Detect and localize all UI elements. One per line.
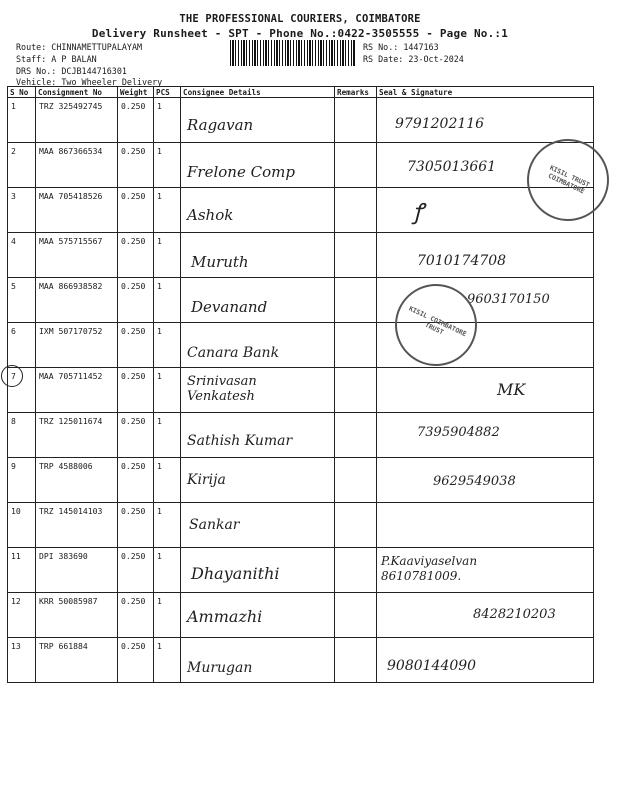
cell-weight: 0.250: [118, 98, 154, 143]
handwritten-consignee: Murugan: [187, 660, 253, 676]
cell-sno: 1: [8, 98, 36, 143]
cell-pcs: 1: [154, 143, 181, 188]
cell-remarks: [335, 458, 377, 503]
table-header-row: [8, 87, 594, 98]
route-label: Route: CHINNAMETTUPALAYAM: [16, 42, 143, 52]
company-title: THE PROFESSIONAL COURIERS, COIMBATORE: [179, 13, 421, 25]
cell-signature: [377, 458, 594, 503]
runsheet-subtitle: Delivery Runsheet - SPT - Phone No.:0422-3505555 - Page No.:1: [91, 27, 509, 40]
cell-consignee: [181, 368, 335, 413]
cell-consignment: MAA 867366534: [36, 143, 118, 188]
cell-consignment: IXM 507170752: [36, 323, 118, 368]
table-row: [8, 458, 594, 503]
handwritten-consignee: Devanand: [191, 298, 268, 316]
cell-signature: [377, 278, 594, 339]
table-row: [8, 413, 594, 458]
cell-sno: 3: [8, 188, 36, 233]
cell-sno: 2: [8, 143, 36, 188]
cell-consignment: MAA 575715567: [36, 233, 118, 278]
cell-weight: 0.250: [118, 548, 154, 593]
cell-weight: 0.250: [118, 593, 154, 638]
cell-consignment: MAA 866938582: [36, 278, 118, 323]
cell-pcs: 1: [154, 593, 181, 638]
table-row: [8, 638, 594, 683]
cell-pcs: 1: [154, 188, 181, 233]
cell-weight: 0.250: [118, 503, 154, 548]
header-consignee: Consignee Details: [181, 87, 335, 98]
cell-signature: [377, 98, 594, 143]
header-signature: Seal & Signature: [377, 87, 594, 98]
cell-remarks: [335, 143, 377, 188]
handwritten-signature: 7010174708: [417, 253, 507, 269]
cell-weight: 0.250: [118, 638, 154, 683]
handwritten-signature: 7305013661: [407, 159, 497, 175]
cell-signature: [377, 143, 594, 196]
trust-stamp: KISIL TRUST COIMBATORE: [514, 126, 623, 235]
cell-remarks: [335, 638, 377, 683]
header-consignment: Consignment No: [36, 87, 118, 98]
cell-weight: 0.250: [118, 143, 154, 188]
runsheet-table: [7, 86, 594, 683]
cell-remarks: [335, 233, 377, 278]
rs-date: RS Date: 23-Oct-2024: [363, 54, 464, 64]
cell-pcs: 1: [154, 503, 181, 548]
header-sno: S No: [8, 87, 36, 98]
cell-pcs: 1: [154, 458, 181, 503]
cell-weight: 0.250: [118, 323, 154, 368]
cell-pcs: 1: [154, 98, 181, 143]
table-row: [8, 188, 594, 233]
cell-signature: [377, 503, 594, 548]
cell-consignee: [181, 98, 335, 143]
header-remarks: Remarks: [335, 87, 377, 98]
handwritten-signature: P.Kaaviyaselvan 8610781009.: [381, 554, 478, 583]
cell-pcs: 1: [154, 233, 181, 278]
cell-signature: [377, 323, 594, 368]
cell-sno: 10: [8, 503, 36, 548]
cell-consignment: MAA 705418526: [36, 188, 118, 233]
table-row: [8, 503, 594, 548]
sno-text: 7: [11, 371, 16, 381]
cell-signature: [377, 638, 594, 683]
handwritten-consignee: Ragavan: [187, 116, 254, 134]
table-row: [8, 233, 594, 278]
cell-sno: 5: [8, 278, 36, 323]
trust-stamp: KISIL COIMBATORE TRUST: [382, 271, 491, 380]
cell-consignee: [181, 458, 335, 503]
handwritten-signature: 8428210203: [473, 607, 556, 622]
handwritten-consignee: Frelone Comp: [187, 163, 295, 181]
cell-weight: 0.250: [118, 278, 154, 323]
cell-consignee: [181, 233, 335, 278]
barcode-image: [230, 40, 356, 66]
cell-consignee: [181, 638, 335, 683]
cell-remarks: [335, 278, 377, 323]
handwritten-consignee: Kirija: [187, 472, 226, 488]
cell-consignment: MAA 705711452: [36, 368, 118, 413]
cell-signature: [377, 188, 594, 233]
cell-signature: [377, 413, 594, 458]
cell-sno: 12: [8, 593, 36, 638]
circled-number-mark: [1, 365, 23, 387]
handwritten-consignee: Ammazhi: [187, 607, 263, 626]
cell-pcs: 1: [154, 368, 181, 413]
table-row: [8, 593, 594, 638]
table-row: [8, 143, 594, 188]
handwritten-consignee: Sathish Kumar: [187, 433, 293, 449]
cell-remarks: [335, 413, 377, 458]
cell-pcs: 1: [154, 638, 181, 683]
rs-number: RS No.: 1447163: [363, 42, 439, 52]
table-row: [8, 548, 594, 593]
cell-consignment: TRP 4588006: [36, 458, 118, 503]
cell-consignee: [181, 548, 335, 593]
cell-pcs: 1: [154, 278, 181, 323]
cell-weight: 0.250: [118, 413, 154, 458]
cell-remarks: [335, 188, 377, 233]
cell-sno: 8: [8, 413, 36, 458]
cell-consignee: [181, 413, 335, 458]
header-weight: Weight: [118, 87, 154, 98]
cell-pcs: 1: [154, 323, 181, 368]
cell-consignment: TRZ 325492745: [36, 98, 118, 143]
table-row: [8, 368, 594, 413]
header-pcs: PCS: [154, 87, 181, 98]
cell-consignee: [181, 188, 335, 233]
handwritten-consignee: Canara Bank: [187, 345, 280, 361]
handwritten-signature: 9603170150: [467, 292, 550, 307]
drs-label: DRS No.: DCJB144716301: [16, 66, 127, 76]
staff-label: Staff: A P BALAN: [16, 54, 97, 64]
handwritten-consignee: Sankar: [189, 517, 240, 533]
cell-weight: 0.250: [118, 368, 154, 413]
handwritten-signature: 9080144090: [387, 658, 477, 674]
cell-weight: 0.250: [118, 188, 154, 233]
handwritten-consignee: Muruth: [191, 253, 249, 271]
cell-sno: 4: [8, 233, 36, 278]
cell-remarks: [335, 593, 377, 638]
cell-consignee: [181, 323, 335, 368]
handwritten-consignee: Srinivasan Venkatesh: [187, 374, 257, 404]
cell-consignee: [181, 593, 335, 638]
cell-sno: 13: [8, 638, 36, 683]
cell-consignment: DPI 383690: [36, 548, 118, 593]
handwritten-consignee: Ashok: [187, 206, 234, 224]
cell-consignment: KRR 50085987: [36, 593, 118, 638]
cell-signature: [377, 548, 594, 593]
cell-weight: 0.250: [118, 458, 154, 503]
cell-signature: [377, 593, 594, 638]
table-row: [8, 323, 594, 368]
signature-scribble: ꝭ: [413, 200, 424, 225]
cell-pcs: 1: [154, 413, 181, 458]
cell-pcs: 1: [154, 548, 181, 593]
cell-consignee: [181, 503, 335, 548]
cell-consignment: TRZ 125011674: [36, 413, 118, 458]
cell-signature: [377, 368, 594, 413]
vehicle-label: Vehicle: Two Wheeler Delivery: [16, 77, 163, 87]
cell-remarks: [335, 368, 377, 413]
cell-consignment: TRZ 145014103: [36, 503, 118, 548]
cell-weight: 0.250: [118, 233, 154, 278]
cell-sno: 9: [8, 458, 36, 503]
cell-remarks: [335, 548, 377, 593]
cell-signature: [377, 233, 594, 278]
cell-remarks: [335, 503, 377, 548]
cell-consignee: [181, 143, 335, 188]
handwritten-signature: 7395904882: [417, 425, 500, 440]
cell-remarks: [335, 98, 377, 143]
handwritten-signature: 9791202116: [395, 116, 485, 132]
cell-remarks: [335, 323, 377, 368]
cell-sno: 6: [8, 323, 36, 368]
cell-consignment: TRP 661884: [36, 638, 118, 683]
cell-sno: 11: [8, 548, 36, 593]
cell-consignee: [181, 278, 335, 323]
handwritten-signature: 9629549038: [433, 474, 516, 489]
table-row: [8, 278, 594, 323]
handwritten-signature: MK: [497, 380, 526, 399]
handwritten-consignee: Dhayanithi: [191, 564, 280, 583]
table-row: [8, 98, 594, 143]
cell-sno: [8, 368, 36, 413]
